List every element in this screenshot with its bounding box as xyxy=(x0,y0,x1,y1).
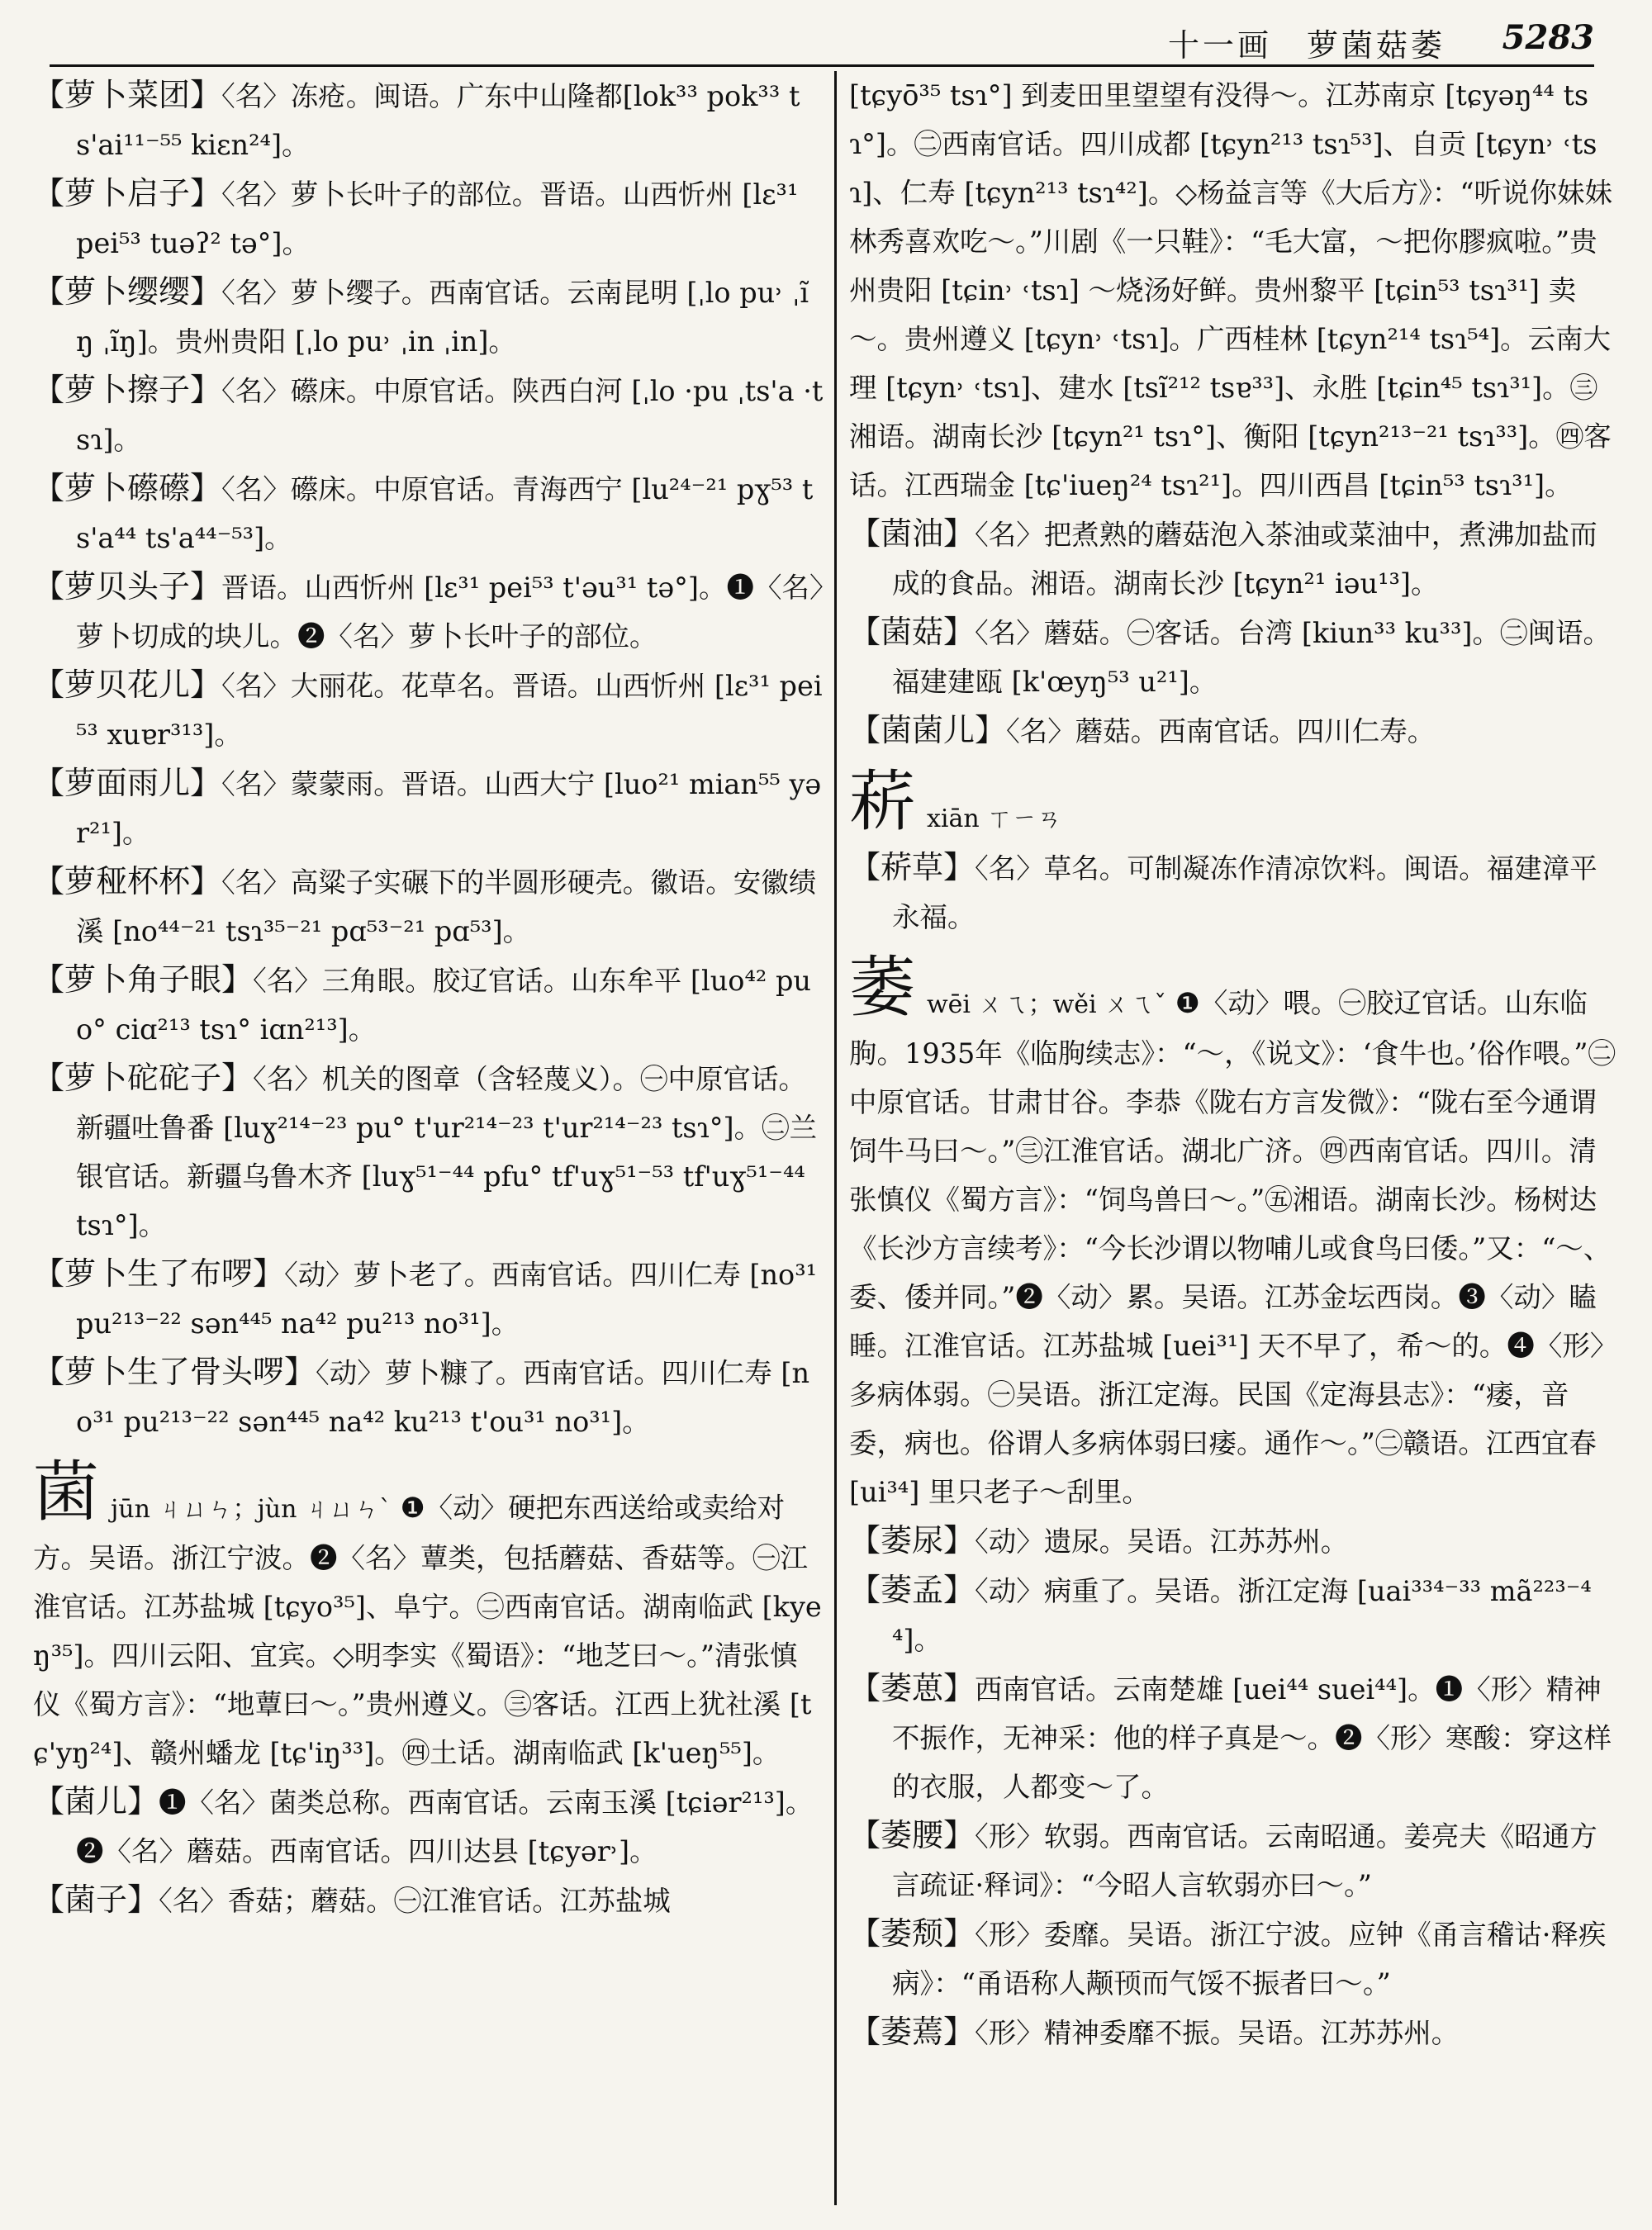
page-number: 5283 xyxy=(1502,18,1594,57)
headword: 【萎颓】 xyxy=(849,1915,976,1952)
head-character: 菌 xyxy=(33,1454,99,1530)
entry xyxy=(33,71,824,169)
definition: 〈名〉礤床。中原官话。青海西宁 [lu²⁴⁻²¹ pɣ⁵³ ts'a⁴⁴ ts'a⁴⁴⁻⁵³]。 xyxy=(76,473,814,554)
definition: [tɕyō³⁵ tsɿ°] 到麦田里望望有没得～。江苏南京 [tɕyəŋ⁴⁴ tsɿ°]。㊁西南官话。四川成都 [tɕyn²¹³ tsɿ⁵³]、自贡 [tɕyn˒ ˓tsɿ]、仁寿 [tɕyn²¹³ tsɿ⁴²]。◇杨益言等《大后方》：“听说你妹妹林秀喜欢吃～。”川剧《一只鞋》：“毛大富，～把你膠疯啦。”贵州贵阳 [tɕin˒ ˓tsɿ] ～烧汤好鲜。贵州黎平 [tɕin⁵³ tsɿ³¹] 卖～。贵州遵义 [tɕyn˒ ˓tsɿ]。广西桂林 [tɕyn²¹⁴ tsɿ⁵⁴]。云南大理 [tɕyn˒ ˓tsɿ]、建水 [tsĩ²¹² tsɐ³³]、永胜 [tɕin⁴⁵ tsɿ³¹]。㊂湘语。湖南长沙 [tɕyn²¹ tsɿ°]、衡阳 [tɕyn²¹³⁻²¹ tsɿ³³]。㊃客话。江西瑞金 [tɕ'iueŋ²⁴ tsɿ²¹]。四川西昌 [tɕin⁵³ tsɿ³¹]。 xyxy=(849,79,1612,501)
headword: 【菥草】 xyxy=(849,849,976,885)
entry xyxy=(849,1664,1621,1811)
entry xyxy=(33,1054,824,1250)
entry xyxy=(33,956,824,1054)
entry-continuation xyxy=(849,71,1621,510)
headword: 【萝卜礤礤】 xyxy=(33,470,222,506)
definition: 西南官话。云南楚雄 [uei⁴⁴ suei⁴⁴]。❶〈形〉精神不振作，无神采：他的样子真是～。❷〈形〉寒酸：穿这样的衣服，人都变～了。 xyxy=(892,1673,1612,1803)
entry xyxy=(33,1348,824,1446)
pronunciation: wēi ㄨㄟ；wěi ㄨㄟˇ xyxy=(927,990,1167,1019)
headword: 【萝面雨儿】 xyxy=(33,765,222,801)
entry xyxy=(33,562,824,661)
definition: 〈名〉机关的图章（含轻蔑义）。㊀中原官话。新疆吐鲁番 [luɣ²¹⁴⁻²³ pu° t'ur²¹⁴⁻²³ t'ur²¹⁴⁻²³ tsɿ°]。㊁兰银官话。新疆乌鲁木齐 [luɣ⁵¹⁻⁴⁴ pfu° tf'uɣ⁵¹⁻⁵³ tf'uɣ⁵¹⁻⁴⁴ tsɿ°]。 xyxy=(76,1063,818,1241)
character-entry xyxy=(849,947,1621,1516)
definition: 〈名〉蒙蒙雨。晋语。山西大宁 [luo²¹ mian⁵⁵ yər²¹]。 xyxy=(76,768,822,849)
headword: 【菌儿】 xyxy=(33,1783,159,1820)
headword: 【萝卜缨缨】 xyxy=(33,273,222,310)
definition: 〈名〉香菇；蘑菇。㊀江淮官话。江苏盐城 xyxy=(159,1885,671,1917)
definition: 〈名〉蘑菇。㊀客话。台湾 [kiun³³ ku³³]。㊁闽语。福建建瓯 [k'œyŋ⁵³ u²¹]。 xyxy=(892,617,1611,698)
definition: 〈名〉高粱子实碾下的半圆形硬壳。徽语。安徽绩溪 [no⁴⁴⁻²¹ tsɿ³⁵⁻²¹ pɑ⁵³⁻²¹ pɑ⁵³]。 xyxy=(76,866,817,947)
headword: 【菌油】 xyxy=(849,515,976,552)
definition: 〈名〉三角眼。胶辽官话。山东牟平 [luo⁴² puo° ciɑ²¹³ tsɿ° iɑn²¹³]。 xyxy=(76,965,811,1046)
definition: 〈动〉病重了。吴语。浙江定海 [uai³³⁴⁻³³ mã²²³⁻⁴⁴]。 xyxy=(892,1575,1592,1656)
headword: 【菌菌儿】 xyxy=(849,712,1007,748)
headword: 【萝卜砣砣子】 xyxy=(33,1060,254,1096)
definition: 〈名〉萝卜长叶子的部位。晋语。山西忻州 [lɛ³¹ pei⁵³ tuəʔ² tə°]。 xyxy=(76,178,799,259)
entry xyxy=(849,1811,1621,1910)
definition: 〈名〉把煮熟的蘑菇泡入茶油或菜油中，煮沸加盐而成的食品。湘语。湖南长沙 [tɕyn²¹ iəu¹³]。 xyxy=(892,519,1597,600)
definition: 〈形〉软弱。西南官话。云南昭通。姜亮夫《昭通方言疏证·释词》：“今昭人言软弱亦曰～。” xyxy=(892,1820,1597,1901)
entry xyxy=(849,1566,1621,1664)
headword: 【萝卜启子】 xyxy=(33,175,222,211)
definition: 〈名〉萝卜缨子。西南官话。云南昆明 [ˌlo pu˒ ˌĩŋ ˌĩŋ]。贵州贵阳 [ˌlo pu˒ ˌin ˌin]。 xyxy=(76,277,809,358)
running-header xyxy=(50,18,1594,67)
headword: 【萎蔫】 xyxy=(849,2014,976,2050)
definition: ❶〈动〉硬把东西送给或卖给对方。吴语。浙江宁波。❷〈名〉蕈类，包括蘑菇、香菇等。㊀江淮官话。江苏盐城 [tɕyo³⁵]、阜宁。㊁西南官话。湖南临武 [kyeŋ³⁵]。四川云阳、宜宾。◇明李实《蜀语》：“地芝曰～。”清张慎仪《蜀方言》：“地蕈曰～。”贵州遵义。㊂客话。江西上犹社溪 [tɕ'yŋ²⁴]、赣州蟠龙 [tɕ'iŋ³³]。㊃土话。湖南临武 [k'ueŋ⁵⁵]。 xyxy=(33,1492,822,1769)
definition: 〈名〉蘑菇。西南官话。四川仁寿。 xyxy=(1006,715,1436,747)
headword: 【菌子】 xyxy=(33,1881,159,1918)
definition: 〈名〉大丽花。花草名。晋语。山西忻州 [lɛ³¹ pei⁵³ xuɐr³¹³]。 xyxy=(76,670,823,751)
entry xyxy=(33,857,824,956)
column-divider xyxy=(834,71,837,2205)
entry xyxy=(33,1777,824,1876)
right-column xyxy=(849,71,1621,2205)
headword: 【萎葸】 xyxy=(849,1670,976,1706)
entry xyxy=(33,661,824,759)
entry xyxy=(849,1910,1621,2008)
running-head: 十一画 萝菌菇萎 xyxy=(1167,27,1446,64)
definition: 〈名〉草名。可制凝冻作清凉饮料。闽语。福建漳平永福。 xyxy=(892,852,1597,933)
headword: 【萝卜菜团】 xyxy=(33,77,222,113)
definition: ❶〈动〉喂。㊀胶辽官话。山东临朐。1935年《临朐续志》：“～，《说文》：‘食牛也。’俗作喂。”㊁中原官话。甘肃甘谷。李恭《陇右方言发微》：“陇右至今通谓饲牛马曰～。”㊂江淮官话。湖北广济。㊃西南官话。四川。清张慎仪《蜀方言》：“饲鸟兽曰～。”㊄湘语。湖南长沙。杨树达《长沙方言续考》：“今长沙谓以物哺儿或食鸟曰倭。”又：“～、委、倭并同。”❷〈动〉累。吴语。江苏金坛西岗。❸〈动〉瞌睡。江淮官话。江苏盐城 [uei³¹] 天不早了，希～的。❹〈形〉多病体弱。㊀吴语。浙江定海。民国《定海县志》：“痿，音委，病也。俗谓人多病体弱曰痿。通作～。”㊁赣语。江西宜春 [ui³⁴] 里只老子～刮里。 xyxy=(849,987,1618,1508)
definition: ❶〈名〉菌类总称。西南官话。云南玉溪 [tɕiər²¹³]。❷〈名〉蘑菇。西南官话。四川达县 [tɕyər˒]。 xyxy=(76,1786,814,1867)
character-entry xyxy=(849,761,1621,843)
pronunciation: xiān ㄒㄧㄢ xyxy=(927,804,1062,833)
entry xyxy=(33,1876,824,1925)
left-column xyxy=(33,71,824,2205)
headword: 【萝卜生了布啰】 xyxy=(33,1255,285,1292)
headword: 【萝卜生了骨头啰】 xyxy=(33,1354,316,1390)
headword: 【萝䅉杯杯】 xyxy=(33,863,222,899)
headword: 【菌菇】 xyxy=(849,614,976,650)
entry xyxy=(849,843,1621,942)
entry xyxy=(849,1516,1621,1566)
entry xyxy=(849,706,1621,756)
definition: 〈形〉精神委靡不振。吴语。江苏苏州。 xyxy=(975,2017,1460,2049)
entry xyxy=(33,268,824,366)
head-character: 菥 xyxy=(849,763,915,840)
definition: 晋语。山西忻州 [lɛ³¹ pei⁵³ t'əu³¹ tə°]。❶〈名〉萝卜切成的块儿。❷〈名〉萝卜长叶子的部位。 xyxy=(76,572,824,652)
head-character: 萎 xyxy=(849,949,915,1026)
headword: 【萝卜擦子】 xyxy=(33,372,222,408)
entry xyxy=(33,169,824,268)
definition: 〈名〉礤床。中原官话。陕西白河 [ˌlo ·pu ˌts'a ·tsɿ]。 xyxy=(76,375,824,456)
headword: 【萎孟】 xyxy=(849,1572,976,1608)
entry xyxy=(33,464,824,562)
headword: 【萝贝花儿】 xyxy=(33,667,222,703)
headword: 【萝贝头子】 xyxy=(33,568,222,605)
definition: 〈动〉萝卜糠了。西南官话。四川仁寿 [no³¹ pu²¹³⁻²² sən⁴⁴⁵ na⁴² ku²¹³ t'ou³¹ no³¹]。 xyxy=(76,1357,810,1438)
definition: 〈形〉委靡。吴语。浙江宁波。应钟《甬言稽诂·释疾病》：“甬语称人颟顸而气馁不振者曰～。” xyxy=(892,1919,1607,2000)
pronunciation: jūn ㄐㄩㄣ；jùn ㄐㄩㄣˋ xyxy=(111,1495,392,1524)
entry xyxy=(849,510,1621,608)
headword: 【萎腰】 xyxy=(849,1817,976,1853)
character-entry xyxy=(33,1451,824,1777)
definition: 〈动〉遗尿。吴语。江苏苏州。 xyxy=(975,1525,1349,1558)
entry xyxy=(33,1250,824,1348)
entry xyxy=(849,2008,1621,2057)
entry xyxy=(33,759,824,857)
headword: 【萝卜角子眼】 xyxy=(33,961,254,998)
definition: 〈名〉冻疮。闽语。广东中山隆都[lok³³ pok³³ ts'ai¹¹⁻⁵⁵ kiɛn²⁴]。 xyxy=(76,80,800,161)
headword: 【萎尿】 xyxy=(849,1522,976,1559)
entry xyxy=(33,366,824,464)
entry xyxy=(849,608,1621,706)
definition: 〈动〉萝卜老了。西南官话。四川仁寿 [no³¹ pu²¹³⁻²² sən⁴⁴⁵ na⁴² pu²¹³ no³¹]。 xyxy=(76,1259,818,1340)
